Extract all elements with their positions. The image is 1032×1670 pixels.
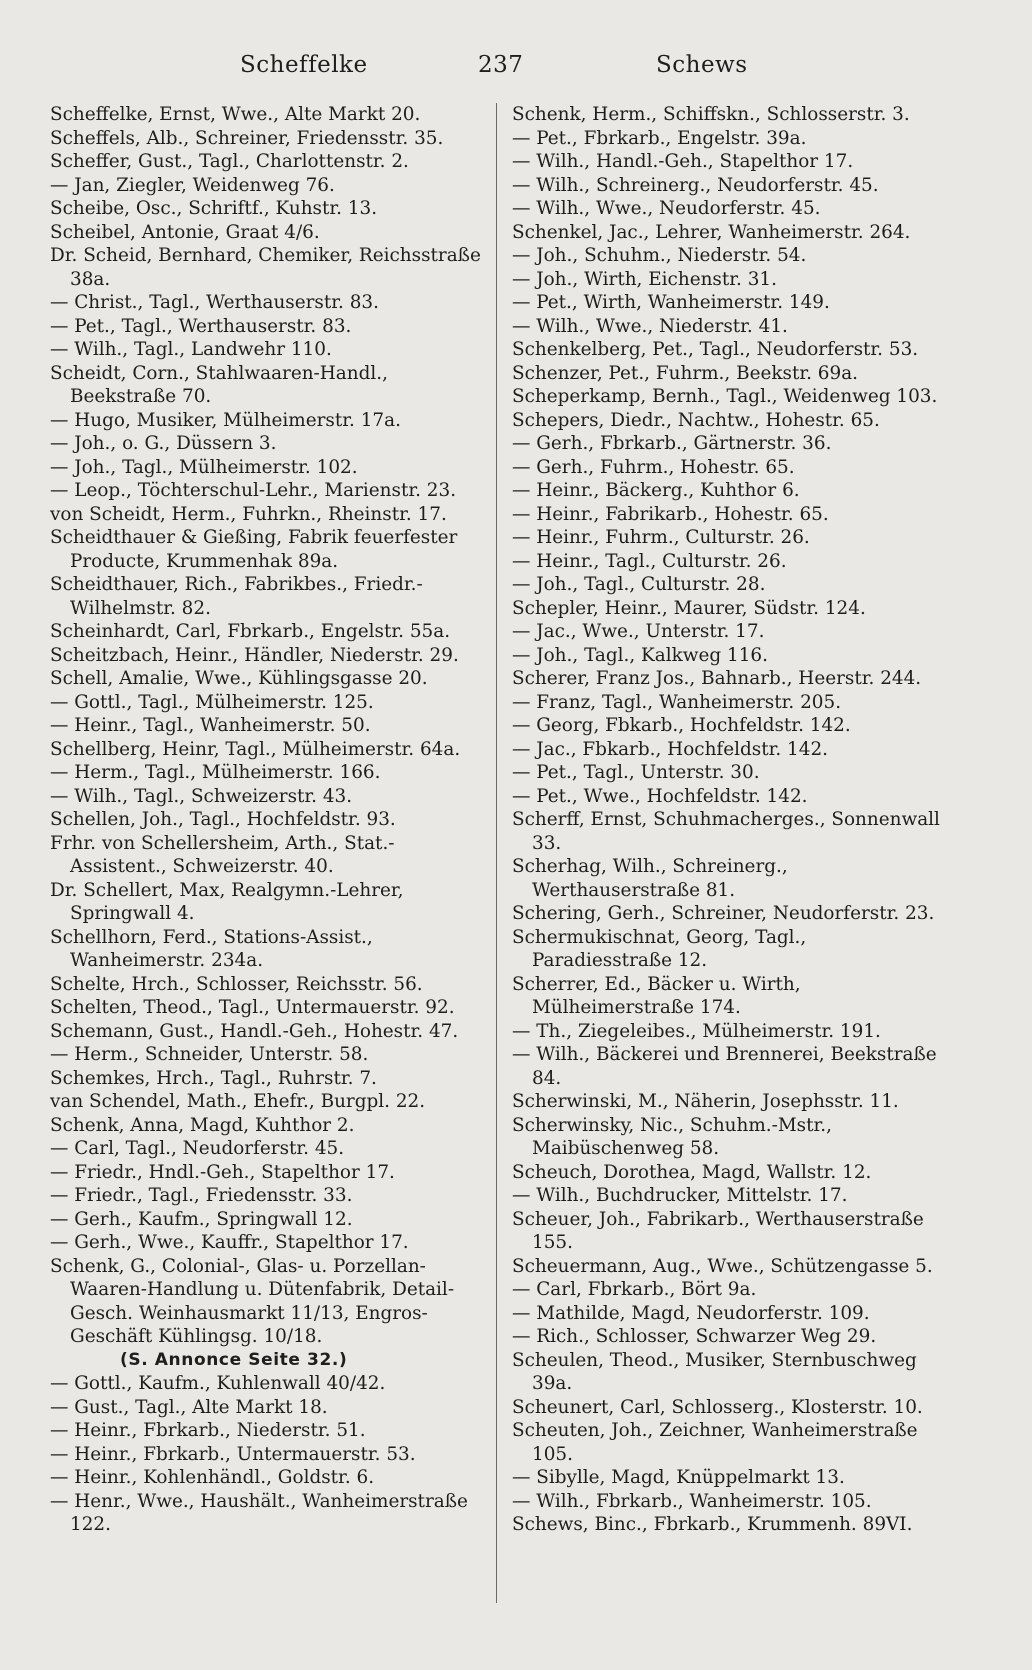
directory-entry: Scheidt, Corn., Stahlwaaren-Handl., Beekstraße 70. [50, 362, 388, 407]
page-number: 237 [478, 52, 524, 78]
directory-entry: Scheperkamp, Bernh., Tagl., Weidenweg 103. [512, 386, 938, 407]
directory-entry: — Franz, Tagl., Wanheimerstr. 205. [512, 691, 842, 713]
page-header [0, 52, 1032, 86]
directory-entry: Scheuten, Joh., Zeichner, Wanheimerstraße 105. [512, 1420, 918, 1465]
directory-entry: — Heinr., Bäckerg., Kuhthor 6. [512, 480, 800, 501]
directory-entry: Schemann, Gust., Handl.-Geh., Hohestr. 47. [50, 1020, 459, 1042]
directory-entry: Scheuermann, Aug., Wwe., Schützengasse 5. [512, 1255, 933, 1277]
directory-entry: — Pet., Wirth, Wanheimerstr. 149. [512, 292, 830, 313]
directory-entry: — Mathilde, Magd, Neudorferstr. 109. [512, 1302, 870, 1324]
right-column [512, 103, 944, 1537]
directory-entry: — Heinr., Fuhrm., Culturstr. 26. [512, 527, 810, 548]
directory-entry: Scheuer, Joh., Fabrikarb., Werthauserstraße 155. [512, 1208, 924, 1253]
directory-entry: — Wilh., Bäckerei und Brennerei, Beekstraße 84. [512, 1044, 937, 1089]
directory-entry: — Jan, Ziegler, Weidenweg 76. [50, 174, 335, 196]
directory-entry: — Jac., Wwe., Unterstr. 17. [512, 621, 765, 642]
directory-entry: Scherhag, Wilh., Schreinerg., Werthauserstraße 81. [512, 856, 788, 901]
directory-entry: Schepler, Heinr., Maurer, Südstr. 124. [512, 597, 866, 619]
directory-entry: — Jac., Fbkarb., Hochfeldstr. 142. [512, 738, 828, 760]
directory-entry: — Joh., o. G., Düssern 3. [50, 433, 277, 454]
directory-entry: Scheffelke, Ernst, Wwe., Alte Markt 20. [50, 104, 421, 125]
directory-entry: — Gottl., Tagl., Mülheimerstr. 125. [50, 691, 374, 713]
directory-entry: — Wilh., Tagl., Landwehr 110. [50, 339, 332, 360]
directory-entry: — Hugo, Musiker, Mülheimerstr. 17a. [50, 409, 401, 431]
directory-entry: Frhr. von Schellersheim, Arth., Stat.-Assistent., Schweizerstr. 40. [50, 832, 395, 877]
directory-entry: von Scheidt, Herm., Fuhrkn., Rheinstr. 17. [50, 503, 447, 525]
directory-entry: — Gottl., Kaufm., Kuhlenwall 40/42. [50, 1373, 386, 1394]
directory-entry: — Friedr., Tagl., Friedensstr. 33. [50, 1185, 353, 1206]
directory-entry: — Gerh., Fbrkarb., Gärtnerstr. 36. [512, 433, 832, 454]
directory-entry: — Gerh., Wwe., Kauffr., Stapelthor 17. [50, 1232, 409, 1253]
directory-entry: Schering, Gerh., Schreiner, Neudorferstr. 23. [512, 903, 935, 924]
directory-entry: — Herm., Tagl., Mülheimerstr. 166. [50, 762, 381, 783]
directory-entry: Dr. Scheid, Bernhard, Chemiker, Reichsstraße 38a. [50, 245, 481, 290]
directory-entry: Scheulen, Theod., Musiker, Sternbuschweg 39a. [512, 1349, 917, 1394]
directory-entry: Scheunert, Carl, Schlosserg., Klosterstr. 10. [512, 1396, 923, 1418]
directory-entry: — Wilh., Wwe., Niederstr. 41. [512, 315, 788, 337]
directory-entry: — Sibylle, Magd, Knüppelmarkt 13. [512, 1467, 845, 1488]
directory-entry: — Joh., Wirth, Eichenstr. 31. [512, 268, 777, 290]
directory-entry: — Herm., Schneider, Unterstr. 58. [50, 1044, 369, 1065]
directory-entry: — Pet., Fbrkarb., Engelstr. 39a. [512, 127, 807, 149]
directory-entry: — Heinr., Tagl., Culturstr. 26. [512, 550, 787, 572]
directory-entry: (S. Annonce Seite 32.) [120, 1349, 348, 1370]
header-left-keyword: Scheffelke [240, 52, 368, 78]
directory-entry: — Gerh., Kaufm., Springwall 12. [50, 1208, 353, 1230]
directory-entry: Schellhorn, Ferd., Stations-Assist., Wanheimerstr. 234a. [50, 926, 373, 971]
directory-entry: Scheibel, Antonie, Graat 4/6. [50, 221, 320, 243]
directory-entry: Schews, Binc., Fbrkarb., Krummenh. 89VI. [512, 1514, 913, 1535]
directory-entry: Scheibe, Osc., Schriftf., Kuhstr. 13. [50, 198, 378, 219]
directory-entry: — Christ., Tagl., Werthauserstr. 83. [50, 292, 379, 313]
header-right-keyword: Schews [656, 52, 748, 78]
directory-entry: Scheffels, Alb., Schreiner, Friedensstr. 35. [50, 127, 444, 149]
directory-entry: — Leop., Töchterschul-Lehr., Marienstr. 23. [50, 480, 457, 501]
directory-entry: Scherwinski, M., Näherin, Josephsstr. 11. [512, 1091, 899, 1112]
directory-entry: Schermukischnat, Georg, Tagl., Paradiesstraße 12. [512, 926, 807, 971]
directory-entry: Scherrer, Ed., Bäcker u. Wirth, Mülheimerstraße 174. [512, 973, 801, 1018]
directory-entry: — Georg, Fbkarb., Hochfeldstr. 142. [512, 715, 851, 736]
directory-entry: — Carl, Tagl., Neudorferstr. 45. [50, 1138, 345, 1159]
directory-entry: Scheidthauer, Rich., Fabrikbes., Friedr.-Wilhelmstr. 82. [50, 574, 423, 619]
directory-entry: — Wilh., Buchdrucker, Mittelstr. 17. [512, 1185, 848, 1206]
directory-entry: — Wilh., Handl.-Geh., Stapelthor 17. [512, 151, 854, 172]
directory-entry: — Heinr., Kohlenhändl., Goldstr. 6. [50, 1467, 375, 1488]
directory-entry: — Heinr., Fabrikarb., Hohestr. 65. [512, 503, 829, 525]
directory-entry: — Pet., Tagl., Unterstr. 30. [512, 762, 760, 783]
directory-entry: Scherwinsky, Nic., Schuhm.-Mstr., Maibüschenweg 58. [512, 1114, 832, 1159]
directory-entry: — Wilh., Tagl., Schweizerstr. 43. [50, 785, 353, 807]
directory-entry: Schellen, Joh., Tagl., Hochfeldstr. 93. [50, 809, 396, 830]
directory-entry: — Joh., Tagl., Culturstr. 28. [512, 574, 766, 595]
directory-entry: Schemkes, Hrch., Tagl., Ruhrstr. 7. [50, 1067, 377, 1089]
directory-entry: Scheitzbach, Heinr., Händler, Niederstr. 29. [50, 644, 459, 666]
directory-entry: Schenkelberg, Pet., Tagl., Neudorferstr. 53. [512, 339, 919, 360]
directory-entry: — Carl, Fbrkarb., Bört 9a. [512, 1279, 757, 1300]
directory-entry: Schenk, G., Colonial-, Glas- u. Porzellan-Waaren-Handlung u. Dütenfabrik, Detail-Gesch. Weinhausmarkt 11/13, Engros-Geschäft Kühlingsg. 10/18. [50, 1255, 455, 1347]
directory-entry: — Joh., Tagl., Kalkweg 116. [512, 644, 768, 666]
directory-entry: — Friedr., Hndl.-Geh., Stapelthor 17. [50, 1161, 395, 1183]
directory-entry: — Pet., Wwe., Hochfeldstr. 142. [512, 785, 808, 807]
directory-entry: Schell, Amalie, Wwe., Kühlingsgasse 20. [50, 668, 428, 689]
directory-entry: van Schendel, Math., Ehefr., Burgpl. 22. [50, 1091, 426, 1112]
directory-entry: — Th., Ziegeleibes., Mülheimerstr. 191. [512, 1020, 881, 1042]
directory-entry: Schenkel, Jac., Lehrer, Wanheimerstr. 264. [512, 221, 911, 243]
directory-entry: — Gust., Tagl., Alte Markt 18. [50, 1396, 328, 1418]
directory-entry: Dr. Schellert, Max, Realgymn.-Lehrer, Springwall 4. [50, 879, 404, 924]
directory-entry: — Heinr., Fbrkarb., Untermauerstr. 53. [50, 1443, 416, 1465]
directory-entry: — Wilh., Wwe., Neudorferstr. 45. [512, 198, 821, 219]
directory-entry: — Henr., Wwe., Haushält., Wanheimerstraße 122. [50, 1490, 468, 1535]
directory-entry: Schepers, Diedr., Nachtw., Hohestr. 65. [512, 409, 880, 431]
directory-entry: — Heinr., Tagl., Wanheimerstr. 50. [50, 715, 371, 736]
directory-entry: — Heinr., Fbrkarb., Niederstr. 51. [50, 1420, 366, 1441]
directory-entry: — Gerh., Fuhrm., Hohestr. 65. [512, 456, 795, 478]
directory-entry: Schenk, Anna, Magd, Kuhthor 2. [50, 1114, 355, 1136]
directory-entry: Scheinhardt, Carl, Fbrkarb., Engelstr. 55a. [50, 621, 451, 642]
directory-entry: — Wilh., Fbrkarb., Wanheimerstr. 105. [512, 1490, 872, 1512]
directory-entry: — Rich., Schlosser, Schwarzer Weg 29. [512, 1326, 877, 1347]
directory-entry: Schelten, Theod., Tagl., Untermauerstr. 92. [50, 997, 455, 1018]
directory-entry: Scheidthauer & Gießing, Fabrik feuerfester Producte, Krummenhak 89a. [50, 527, 458, 572]
directory-entry: — Joh., Tagl., Mülheimerstr. 102. [50, 456, 358, 478]
left-column [50, 103, 490, 1537]
directory-entry: Schelte, Hrch., Schlosser, Reichsstr. 56. [50, 973, 423, 995]
directory-entry: Scherer, Franz Jos., Bahnarb., Heerstr. 244. [512, 668, 922, 689]
directory-entry: Scherff, Ernst, Schuhmacherges., Sonnenwall 33. [512, 809, 940, 854]
directory-entry: Schenk, Herm., Schiffskn., Schlosserstr. 3. [512, 104, 910, 125]
directory-entry: Scheuch, Dorothea, Magd, Wallstr. 12. [512, 1161, 872, 1183]
column-divider [496, 103, 497, 1603]
directory-entry: Schenzer, Pet., Fuhrm., Beekstr. 69a. [512, 362, 859, 384]
directory-entry: Schellberg, Heinr, Tagl., Mülheimerstr. 64a. [50, 738, 461, 760]
directory-entry: — Pet., Tagl., Werthauserstr. 83. [50, 315, 352, 337]
directory-entry: — Wilh., Schreinerg., Neudorferstr. 45. [512, 174, 879, 196]
directory-entry: — Joh., Schuhm., Niederstr. 54. [512, 245, 807, 266]
directory-entry: Scheffer, Gust., Tagl., Charlottenstr. 2. [50, 151, 409, 172]
